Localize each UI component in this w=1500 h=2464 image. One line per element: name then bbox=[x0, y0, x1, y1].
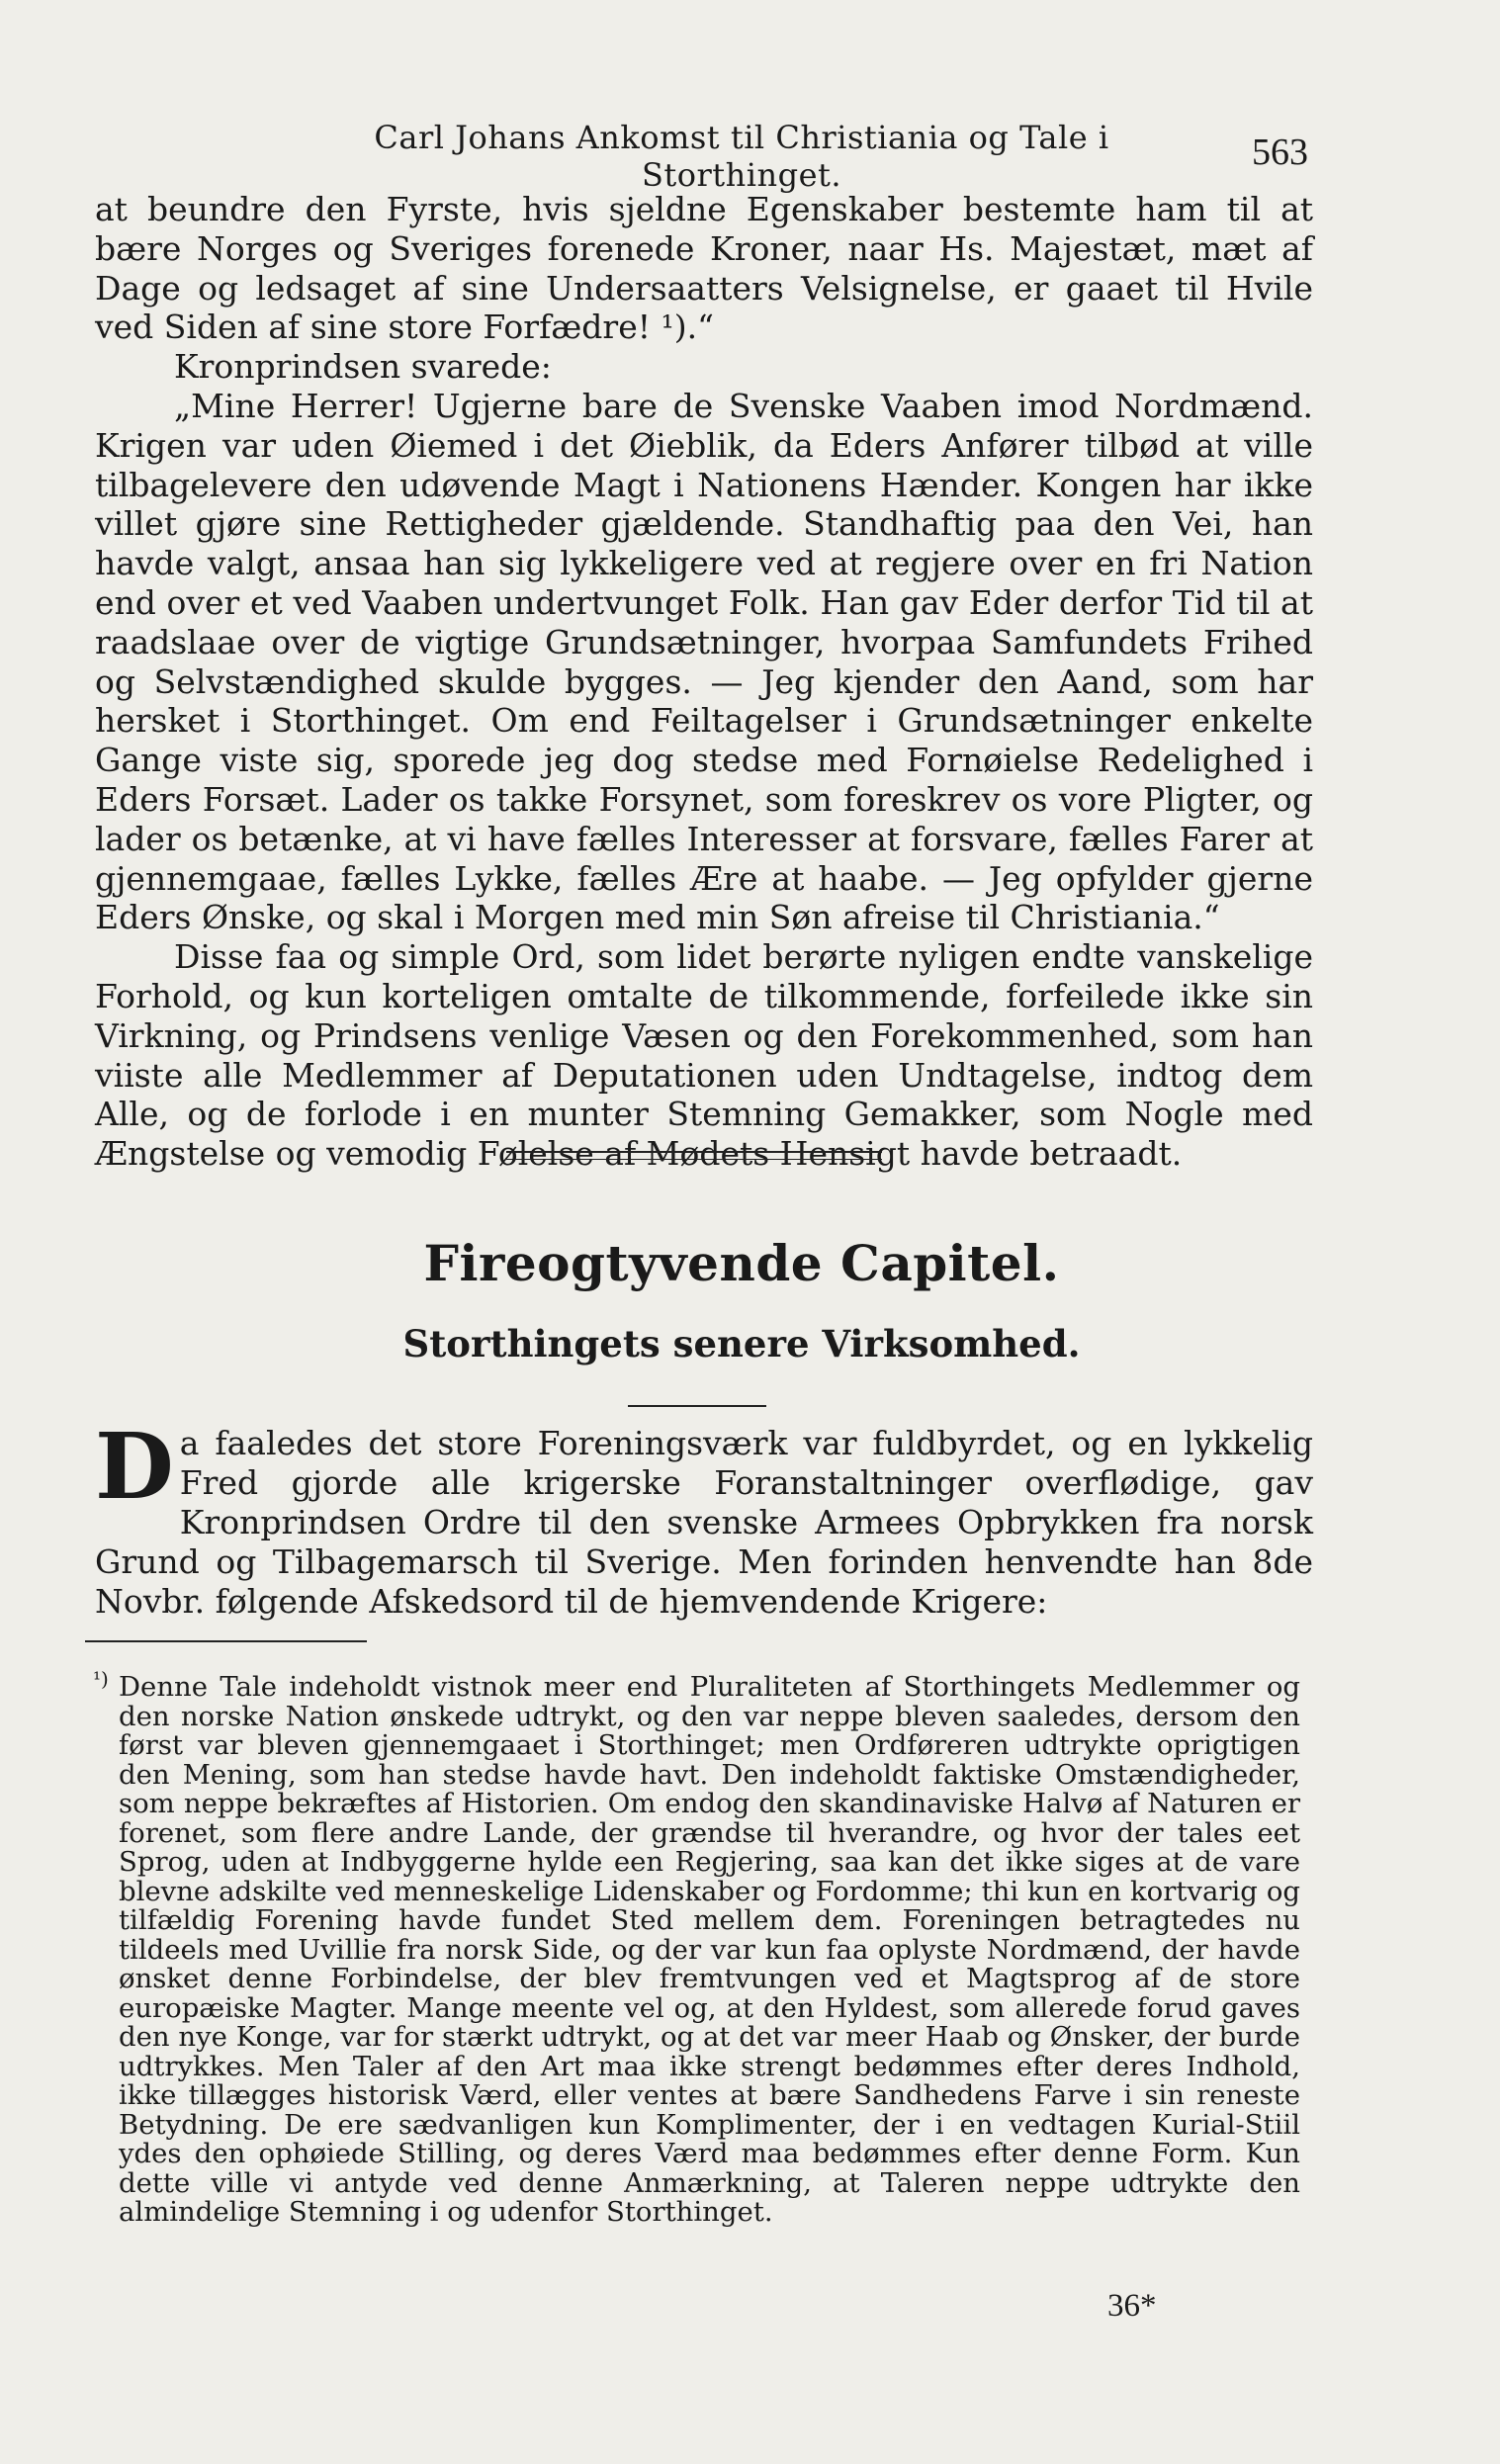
drop-cap: D bbox=[95, 1413, 174, 1520]
footnote bbox=[93, 1667, 1300, 2228]
footnote-rule bbox=[85, 1640, 367, 1642]
footnote-marker: ¹) bbox=[93, 1667, 109, 1691]
paragraph-continuation: at beundre den Fyrste, hvis sjeldne Egenskaber bestemte ham til at bære Norges og Sveriges forenede Kroner, naar Hs. Majestæt, mæt af Dage og ledsaget af sine Undersaatters Velsignelse, er gaaet til Hvile ved Siden af sine store Forfædre! ¹).“ bbox=[95, 190, 1313, 347]
section-divider bbox=[628, 1405, 766, 1407]
chapter-title: Fireogtyvende Capitel. bbox=[423, 1234, 1060, 1292]
chapter-opening-text: a faaledes det store Foreningsværk var fuldbyrdet, og en lykkelig Fred gjorde alle krigerske Foranstaltninger overflødige, gav Kronprindsen Ordre til den svenske Armees Opbrykken fra norsk Grund og Tilbagemarsch til Sverige. Men forinden henvendte han 8de Novbr. følgende Afskedsord til de hjemvendende Krigere: bbox=[95, 1424, 1313, 1621]
body-text bbox=[95, 190, 1313, 1174]
chapter-opening bbox=[95, 1413, 1313, 1622]
footnote-text: Denne Tale indeholdt vistnok meer end Pluraliteten af Storthingets Medlemmer og den norske Nation ønskede udtrykt, og den var neppe bleven saaledes, dersom den først var bleven gjennemgaaet i Storthinget; men Ordføreren udtrykte oprigtigen den Mening, som han stedse havde havt. Den indeholdt faktiske Omstændigheder, som neppe bekræftes af Historien. Om endog den skandinaviske Halvø af Naturen er forenet, som flere andre Lande, der grændse til hverandre, og hvor der tales eet Sprog, uden at Indbyggerne hylde een Regjering, saa kan det ikke siges at de vare blevne adskilte ved menneskelige Lidenskaber og Fordomme; thi kun en kortvarig og tilfældig Forening havde fundet Sted mellem dem. Foreningen betragtedes nu tildeels med Uvillie fra norsk Side, og der var kun faa oplyste Nordmænd, der havde ønsket denne Forbindelse, der blev fremtvungen ved et Magtsprog af de store europæiske Magter. Mange meente vel og, at den Hyldest, som allerede forud gaves den nye Konge, var for stærkt udtrykt, og at det var meer Haab og Ønsker, der burde udtrykkes. Men Taler af den Art maa ikke strengt bedømmes efter deres Indhold, ikke tillægges historisk Værd, eller ventes at bære Sandhedens Farve i sin reneste Betydning. De ere sædvanligen kun Komplimenter, der i en vedtagen Kurial-Stiil ydes den ophøiede Stilling, og deres Værd maa bedømmes efter denne Form. Kun dette ville vi antyde ved denne Anmærkning, at Taleren neppe udtrykte den almindelige Stemning i og udenfor Storthinget. bbox=[119, 1671, 1300, 2228]
paragraph-commentary: Disse faa og simple Ord, som lidet berørte nyligen endte vanskelige Forhold, og kun korteligen omtalte de tilkommende, forfeilede ikke sin Virkning, og Prindsens venlige Væsen og den Forekommenhed, som han viiste alle Medlemmer af Deputationen uden Undtagelse, indtog dem Alle, og de forlode i en munter Stemning Gemakker, som Nogle med Ængstelse og vemodig Følelse af Mødets Hensigt havde betraadt. bbox=[95, 937, 1313, 1174]
running-head: Carl Johans Ankomst til Christiania og Tale i Storthinget. bbox=[374, 119, 1109, 194]
section-title: Storthingets senere Virksomhed. bbox=[402, 1322, 1081, 1365]
page-number: 563 bbox=[1252, 132, 1308, 173]
chapter-divider bbox=[506, 1151, 882, 1160]
signature-mark: 36* bbox=[1107, 2288, 1157, 2324]
paragraph-speech: „Mine Herrer! Ugjerne bare de Svenske Vaaben imod Nordmænd. Krigen var uden Øiemed i det Øieblik, da Eders Anfører tilbød at ville tilbagelevere den udøvende Magt i Nationens Hænder. Kongen har ikke villet gjøre sine Rettigheder gjældende. Standhaftig paa den Vei, han havde valgt, ansaa han sig lykkeligere ved at regjere over en fri Nation end over et ved Vaaben undertvunget Folk. Han gav Eder derfor Tid til at raadslaae over de vigtige Grundsætninger, hvorpaa Samfundets Frihed og Selvstændighed skulde bygges. — Jeg kjender den Aand, som har hersket i Storthinget. Om end Feiltagelser i Grundsætninger enkelte Gange viste sig, sporede jeg dog stedse med Fornøielse Redelighed i Eders Forsæt. Lader os takke Forsynet, som foreskrev os vore Pligter, og lader os betænke, at vi have fælles Interesser at forsvare, fælles Farer at gjennemgaae, fælles Lykke, fælles Ære at haabe. — Jeg opfylder gjerne Eders Ønske, og skal i Morgen med min Søn afreise til Christiania.“ bbox=[95, 386, 1313, 937]
paragraph-intro: Kronprindsen svarede: bbox=[174, 347, 552, 387]
